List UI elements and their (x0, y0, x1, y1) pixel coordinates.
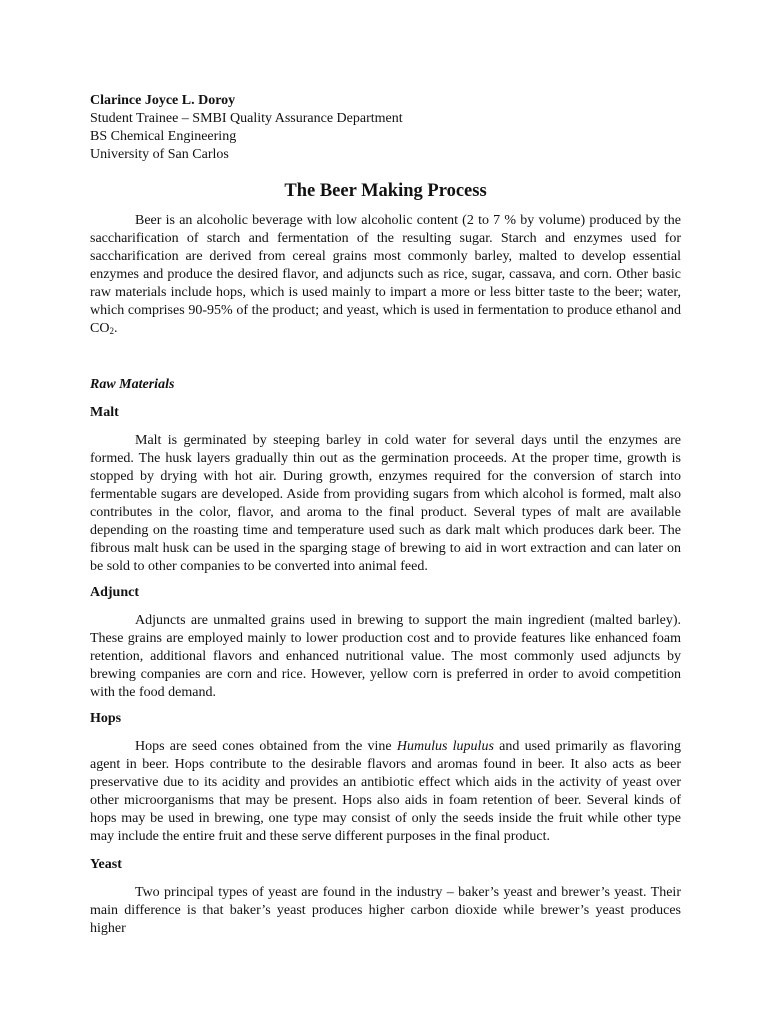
author-position: Student Trainee – SMBI Quality Assurance Department (90, 111, 403, 126)
section-heading-raw-materials: Raw Materials (90, 377, 175, 392)
intro-end: . (113, 321, 118, 336)
intro-text: Beer is an alcoholic beverage with low alcoholic content (2 to 7 % by volume) produced by the saccharification of starch and fermentation of the resulting sugar. Starch and enzymes used for saccharification are derived from cereal grains most commonly barley, malted to develop essential enzymes and produce the desired flavor, and adjuncts such as rice, sugar, cassava, and corn. Other basic raw materials include hops, which is used mainly to impart a more or less bitter taste to the beer; water, which comprises 90-95% of the product; and yeast, which is used in fermentation to produce ethanol and CO (90, 213, 681, 336)
hops-text-after: and used primarily as flavoring agent in beer. Hops contribute to the desirable flavors and aromas found in beer. It also acts as beer preservative due to its acidity and provides an antibiotic effect which aids in the activity of yeast over other microorganisms that may be present. Hops also aids in foam retention of beer. Several kinds of hops may be used in brewing, one type may consist of only the seeds inside the fruit while other type may include the entire fruit and these serve different purposes in the final product. (90, 739, 682, 844)
document-title: The Beer Making Process (284, 181, 487, 201)
heading-adjunct: Adjunct (90, 585, 140, 600)
heading-malt: Malt (90, 405, 119, 420)
hops-paragraph (90, 738, 681, 846)
author-school: University of San Carlos (90, 147, 229, 162)
author-program: BS Chemical Engineering (90, 129, 237, 144)
intro-subscript: 2 (109, 326, 114, 336)
hops-species: Humulus lupulus (396, 739, 494, 754)
adjunct-paragraph: Adjuncts are unmalted grains used in brewing to support the main ingredient (malted barley). These grains are employed mainly to lower production cost and to provide features like enhanced foam retention, additional flavors and enhanced nutritional value. The most commonly used adjuncts by brewing companies are corn and rice. However, yellow corn is preferred in order to avoid competition with the food demand. (90, 613, 681, 700)
yeast-paragraph: Two principal types of yeast are found in the industry – baker’s yeast and brewer’s yeast. Their main difference is that baker’s yeast produces higher carbon dioxide while brewer’s yeast produces higher (90, 885, 681, 936)
heading-hops: Hops (90, 711, 122, 726)
author-name: Clarince Joyce L. Doroy (90, 93, 236, 108)
intro-paragraph (90, 212, 681, 338)
heading-yeast: Yeast (90, 857, 122, 872)
hops-text-before: Hops are seed cones obtained from the vine (135, 739, 397, 754)
author-block (90, 92, 403, 164)
malt-paragraph: Malt is germinated by steeping barley in cold water for several days until the enzymes are formed. The husk layers gradually thin out as the germination proceeds. At the proper time, growth is stopped by drying with hot air. During growth, enzymes required for the conversion of starch into fermentable sugars are developed. Aside from providing sugars from which alcohol is formed, malt also contributes in the color, flavor, and aroma to the final product. Several types of malt are available depending on the roasting time and temperature used such as dark malt which produces dark beer. The fibrous malt husk can be used in the sparging stage of brewing to aid in wort extraction and can later on be sold to other companies to be converted into animal feed. (90, 433, 681, 574)
